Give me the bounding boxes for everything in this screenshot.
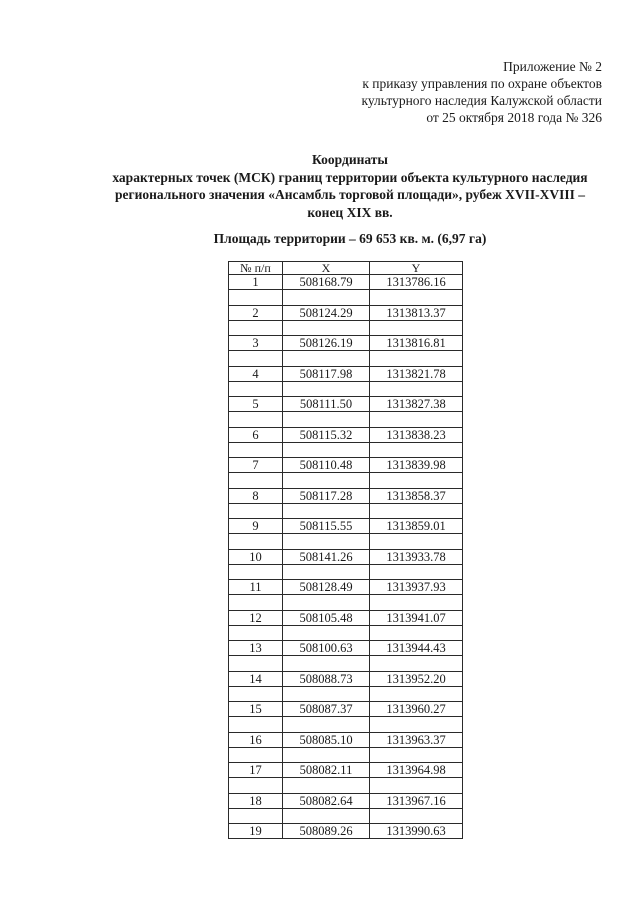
table-spacer-row — [229, 686, 463, 702]
cell-y: 1313933.78 — [370, 549, 463, 564]
empty-cell — [229, 717, 283, 733]
cell-number: 12 — [229, 610, 283, 625]
cell-x: 508111.50 — [283, 397, 370, 412]
empty-cell — [283, 473, 370, 489]
cell-y: 1313838.23 — [370, 427, 463, 442]
table-body — [229, 275, 463, 839]
title-line: конец XIX вв. — [307, 204, 393, 220]
cell-number: 16 — [229, 732, 283, 747]
empty-cell — [370, 412, 463, 428]
table-row — [229, 519, 463, 534]
empty-cell — [229, 656, 283, 672]
cell-number: 2 — [229, 305, 283, 320]
empty-cell — [370, 473, 463, 489]
empty-cell — [370, 534, 463, 550]
empty-cell — [283, 351, 370, 367]
cell-number: 10 — [229, 549, 283, 564]
territory-area: Площадь территории – 69 653 кв. м. (6,97 га) — [213, 231, 487, 246]
table-spacer-row — [229, 442, 463, 458]
cell-y: 1313960.27 — [370, 702, 463, 717]
empty-cell — [283, 656, 370, 672]
cell-y: 1313944.43 — [370, 641, 463, 656]
cell-x: 508087.37 — [283, 702, 370, 717]
table-row — [229, 671, 463, 686]
appendix-line: к приказу управления по охране объектов — [362, 76, 602, 91]
empty-cell — [370, 290, 463, 306]
empty-cell — [370, 808, 463, 824]
empty-cell — [229, 320, 283, 336]
cell-x: 508128.49 — [283, 580, 370, 595]
title-line: регионального значения «Ансамбль торговой площади», рубеж XVII-XVIII – — [115, 187, 585, 202]
cell-number: 15 — [229, 702, 283, 717]
cell-y: 1313990.63 — [370, 824, 463, 839]
empty-cell — [229, 412, 283, 428]
empty-cell — [229, 381, 283, 397]
table-row — [229, 336, 463, 351]
empty-cell — [370, 656, 463, 672]
coordinates-table — [228, 261, 463, 839]
cell-y: 1313941.07 — [370, 610, 463, 625]
empty-cell — [283, 778, 370, 794]
header-number: № п/п — [229, 262, 283, 275]
table-spacer-row — [229, 625, 463, 641]
table-row — [229, 397, 463, 412]
table-spacer-row — [229, 564, 463, 580]
empty-cell — [229, 595, 283, 611]
cell-x: 508124.29 — [283, 305, 370, 320]
cell-y: 1313839.98 — [370, 458, 463, 473]
empty-cell — [283, 595, 370, 611]
cell-number: 11 — [229, 580, 283, 595]
table-spacer-row — [229, 503, 463, 519]
table-row — [229, 610, 463, 625]
empty-cell — [370, 778, 463, 794]
cell-y: 1313859.01 — [370, 519, 463, 534]
table-row — [229, 488, 463, 503]
table-spacer-row — [229, 534, 463, 550]
cell-x: 508082.11 — [283, 763, 370, 778]
cell-y: 1313858.37 — [370, 488, 463, 503]
cell-x: 508085.10 — [283, 732, 370, 747]
empty-cell — [283, 534, 370, 550]
appendix-line: Приложение № 2 — [503, 59, 602, 74]
cell-number: 7 — [229, 458, 283, 473]
table-spacer-row — [229, 656, 463, 672]
appendix-line: культурного наследия Калужской области — [361, 93, 602, 108]
empty-cell — [370, 717, 463, 733]
table-row — [229, 275, 463, 290]
empty-cell — [229, 686, 283, 702]
cell-number: 18 — [229, 793, 283, 808]
empty-cell — [229, 747, 283, 763]
cell-x: 508117.98 — [283, 366, 370, 381]
table-row — [229, 427, 463, 442]
cell-x: 508117.28 — [283, 488, 370, 503]
cell-number: 5 — [229, 397, 283, 412]
cell-y: 1313963.37 — [370, 732, 463, 747]
cell-y: 1313786.16 — [370, 275, 463, 290]
cell-y: 1313821.78 — [370, 366, 463, 381]
table-row — [229, 366, 463, 381]
empty-cell — [370, 564, 463, 580]
document-title — [60, 151, 639, 221]
table-spacer-row — [229, 595, 463, 611]
appendix-header — [361, 58, 602, 126]
table-row — [229, 641, 463, 656]
empty-cell — [370, 625, 463, 641]
empty-cell — [283, 564, 370, 580]
table-row — [229, 458, 463, 473]
table-row — [229, 549, 463, 564]
table-spacer-row — [229, 320, 463, 336]
table-spacer-row — [229, 351, 463, 367]
cell-x: 508168.79 — [283, 275, 370, 290]
empty-cell — [283, 625, 370, 641]
cell-y: 1313827.38 — [370, 397, 463, 412]
cell-x: 508115.55 — [283, 519, 370, 534]
empty-cell — [283, 320, 370, 336]
title-line: Координаты — [312, 152, 388, 167]
table-row — [229, 702, 463, 717]
empty-cell — [283, 686, 370, 702]
empty-cell — [283, 412, 370, 428]
empty-cell — [229, 534, 283, 550]
table-spacer-row — [229, 808, 463, 824]
cell-y: 1313967.16 — [370, 793, 463, 808]
table-row — [229, 824, 463, 839]
empty-cell — [229, 290, 283, 306]
empty-cell — [283, 381, 370, 397]
cell-number: 19 — [229, 824, 283, 839]
cell-y: 1313816.81 — [370, 336, 463, 351]
cell-x: 508141.26 — [283, 549, 370, 564]
empty-cell — [370, 747, 463, 763]
cell-y: 1313952.20 — [370, 671, 463, 686]
table-spacer-row — [229, 747, 463, 763]
empty-cell — [229, 564, 283, 580]
cell-x: 508082.64 — [283, 793, 370, 808]
cell-y: 1313813.37 — [370, 305, 463, 320]
empty-cell — [370, 442, 463, 458]
table-spacer-row — [229, 717, 463, 733]
table-row — [229, 732, 463, 747]
table-row — [229, 305, 463, 320]
cell-number: 3 — [229, 336, 283, 351]
empty-cell — [283, 808, 370, 824]
cell-number: 8 — [229, 488, 283, 503]
empty-cell — [283, 290, 370, 306]
cell-number: 13 — [229, 641, 283, 656]
title-line: характерных точек (МСК) границ территории объекта культурного наследия — [112, 169, 588, 185]
empty-cell — [370, 351, 463, 367]
empty-cell — [283, 747, 370, 763]
empty-cell — [229, 442, 283, 458]
table-spacer-row — [229, 290, 463, 306]
empty-cell — [229, 503, 283, 519]
cell-number: 6 — [229, 427, 283, 442]
cell-y: 1313937.93 — [370, 580, 463, 595]
cell-x: 508126.19 — [283, 336, 370, 351]
empty-cell — [370, 320, 463, 336]
empty-cell — [229, 778, 283, 794]
cell-x: 508089.26 — [283, 824, 370, 839]
table-spacer-row — [229, 778, 463, 794]
empty-cell — [370, 686, 463, 702]
empty-cell — [229, 808, 283, 824]
appendix-line: от 25 октября 2018 года № 326 — [426, 110, 602, 125]
empty-cell — [229, 625, 283, 641]
empty-cell — [229, 473, 283, 489]
empty-cell — [370, 381, 463, 397]
table-row — [229, 793, 463, 808]
empty-cell — [370, 595, 463, 611]
cell-number: 14 — [229, 671, 283, 686]
table-spacer-row — [229, 381, 463, 397]
header-y: Y — [370, 262, 463, 275]
table-spacer-row — [229, 412, 463, 428]
empty-cell — [229, 351, 283, 367]
empty-cell — [283, 717, 370, 733]
cell-x: 508115.32 — [283, 427, 370, 442]
cell-x: 508105.48 — [283, 610, 370, 625]
cell-number: 9 — [229, 519, 283, 534]
table-spacer-row — [229, 473, 463, 489]
cell-number: 1 — [229, 275, 283, 290]
cell-x: 508100.63 — [283, 641, 370, 656]
cell-number: 17 — [229, 763, 283, 778]
cell-x: 508088.73 — [283, 671, 370, 686]
cell-x: 508110.48 — [283, 458, 370, 473]
cell-number: 4 — [229, 366, 283, 381]
table-header-row — [229, 262, 463, 275]
header-x: X — [283, 262, 370, 275]
table-row — [229, 580, 463, 595]
empty-cell — [283, 442, 370, 458]
empty-cell — [283, 503, 370, 519]
cell-y: 1313964.98 — [370, 763, 463, 778]
empty-cell — [370, 503, 463, 519]
table-row — [229, 763, 463, 778]
